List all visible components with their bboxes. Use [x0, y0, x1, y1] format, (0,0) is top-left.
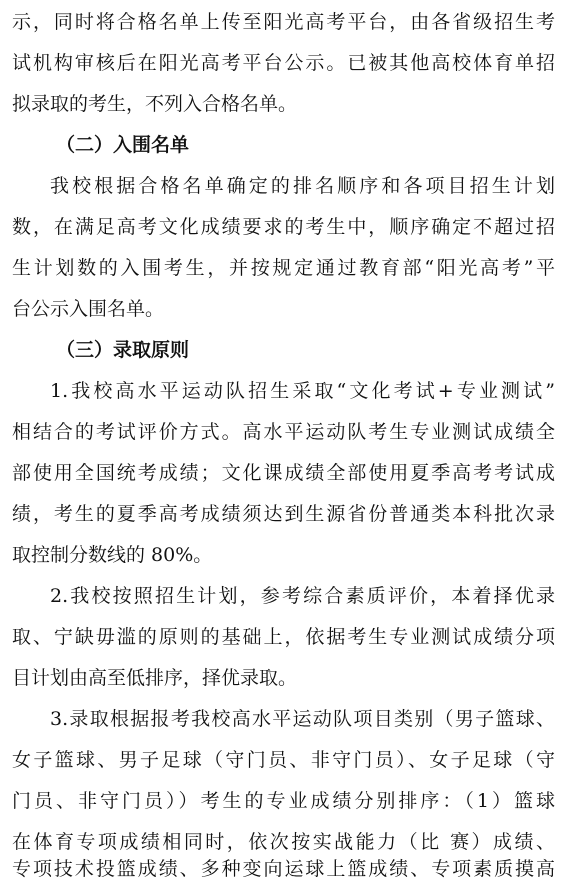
- text-line: 2.我校按照招生计划，参考综合素质评价，本着择优录: [50, 585, 555, 607]
- text-line: 门员、非守门员））考生的专业成绩分别排序：（1）篮球: [12, 790, 555, 812]
- text-line: 专项技术投篮成绩、多种变向运球上篮成绩、专项素质摸高: [12, 858, 555, 880]
- text-line: 试机构审核后在阳光高考平台公示。已被其他高校体育单招: [12, 52, 555, 74]
- text-line: 在体育专项成绩相同时，依次按实战能力（比 赛）成绩、: [12, 831, 555, 853]
- text-line: 台公示入围名单。: [12, 298, 165, 320]
- text-line: 相结合的考试评价方式。高水平运动队考生专业测试成绩全: [12, 421, 555, 443]
- text-line: 生计划数的入围考生，并按规定通过教育部“阳光高考”平: [12, 257, 555, 279]
- text-line: 目计划由高至低排序，择优录取。: [12, 667, 298, 689]
- section-heading: （二）入围名单: [56, 134, 190, 156]
- text-line: 我校根据合格名单确定的排名顺序和各项目招生计划: [50, 175, 555, 197]
- text-line: 3.录取根据报考我校高水平运动队项目类别（男子篮球、: [50, 708, 555, 730]
- text-line: 示，同时将合格名单上传至阳光高考平台，由各省级招生考: [12, 11, 555, 33]
- text-line: 绩，考生的夏季高考成绩须达到生源省份普通类本科批次录: [12, 503, 555, 525]
- text-line: 1.我校高水平运动队招生采取“文化考试+专业测试”: [50, 380, 555, 402]
- section-heading: （三）录取原则: [56, 339, 190, 361]
- text-line: 拟录取的考生，不列入合格名单。: [12, 93, 298, 115]
- text-line: 部使用全国统考成绩；文化课成绩全部使用夏季高考考试成: [12, 462, 555, 484]
- text-line: 取、宁缺毋滥的原则的基础上，依据考生专业测试成绩分项: [12, 626, 555, 648]
- text-line: 取控制分数线的 80%。: [12, 544, 213, 566]
- text-line: 数，在满足高考文化成绩要求的考生中，顺序确定不超过招: [12, 216, 555, 238]
- text-line: 女子篮球、男子足球（守门员、非守门员）、女子足球（守: [12, 749, 555, 771]
